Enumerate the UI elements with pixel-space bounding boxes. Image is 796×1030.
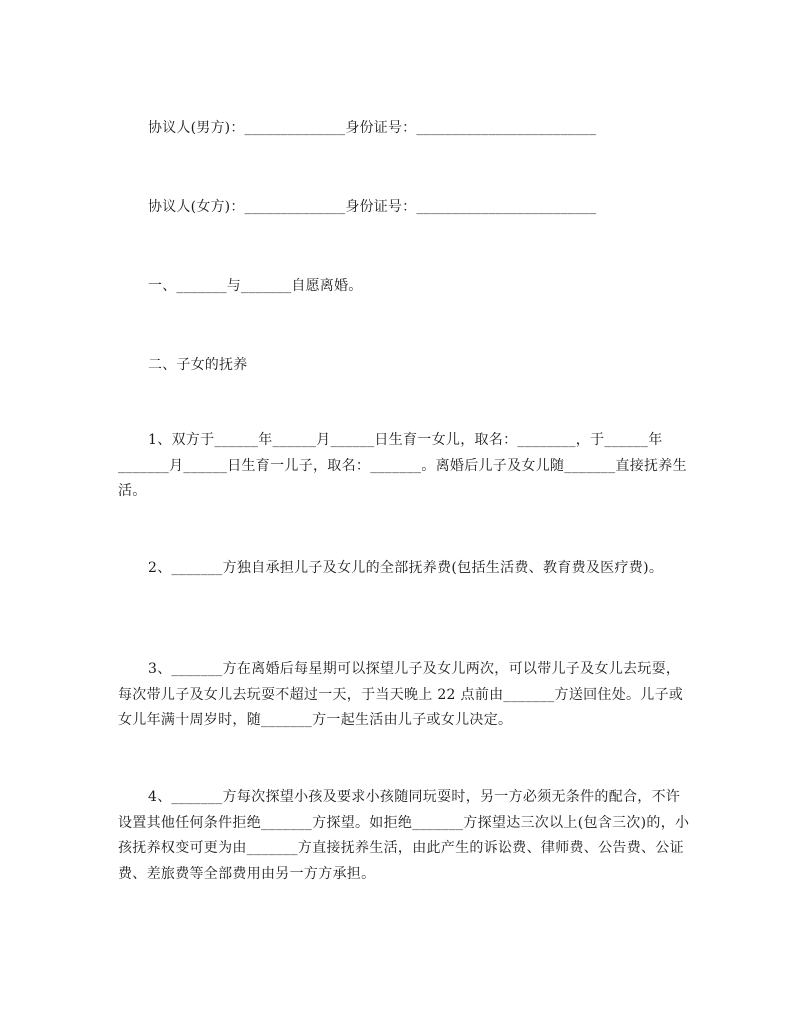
- male-party-line: 协议人(男方)：______________身份证号：_________________________: [148, 120, 597, 136]
- section-child-custody-heading: 二、子女的抚养: [148, 357, 248, 373]
- clause-4-visitation-refusal: 4、_______方每次探望小孩及要求小孩随同玩耍时，另一方必须无条件的配合，不许设置其他任何条件拒绝_______方探望。如拒绝_______方探望达三次以上(包含三次)的，小孩抚养权变可更为由_______方直接抚养生活，由此产生的诉讼费、律师费、公告费、公证费、差旅费等全部费用由另一方方承担。: [118, 789, 690, 882]
- clause-2-child-support: 2、_______方独自承担儿子及女儿的全部抚养费(包括生活费、教育费及医疗费)。: [148, 560, 664, 576]
- clause-3-visitation: 3、_______方在离婚后每星期可以探望儿子及女儿两次，可以带儿子及女儿去玩耍，每次带儿子及女儿去玩耍不超过一天，于当天晚上 22 点前由_______方送回住处。儿子或女儿年满十周岁时，随_______方一起生活由儿子或女儿决定。: [118, 661, 684, 728]
- section-divorce-consent: 一、_______与_______自愿离婚。: [148, 278, 363, 294]
- clause-1-children-birth: 1、双方于______年______月______日生育一女儿，取名：________，于______年_______月______日生育一儿子，取名：_______。离婚后儿子及女儿随_______直接抚养生活。: [118, 432, 687, 499]
- female-party-line: 协议人(女方)：______________身份证号：_________________________: [148, 199, 597, 215]
